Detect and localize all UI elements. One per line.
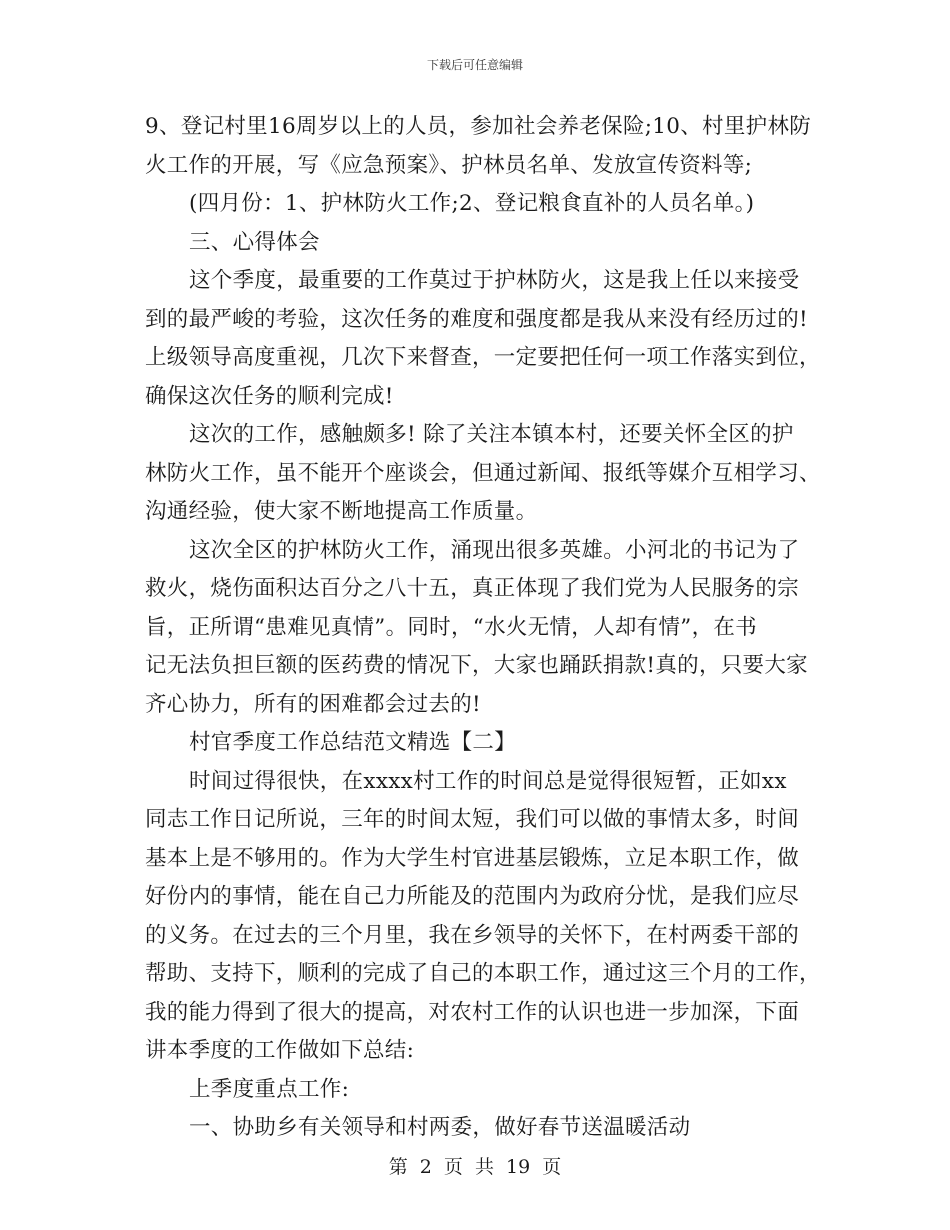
paragraph-start: 这次的工作，感触颇多! 除了关注本镇本村，还要关怀全区的护 xyxy=(189,422,794,447)
header-note: 下载后可任意编辑 xyxy=(426,58,523,72)
text-line: 帮助、支持下，顺利的完成了自己的本职工作，通过这三个月的工作， xyxy=(145,961,821,986)
paragraph-start: 这次全区的护林防火工作，涌现出很多英雄。小河北的书记为了 xyxy=(189,537,800,563)
page-number: 第 2 页 共 19 页 xyxy=(388,1156,562,1178)
text-line: 救火，烧伤面积达百分之八十五，真正体现了我们党为人民服务的宗 xyxy=(145,576,800,601)
text-line: 记无法负担巨额的医药费的情况下，大家也踊跃捐款!真的，只要大家 xyxy=(145,653,808,678)
section-title: 村官季度工作总结范文精选【二】 xyxy=(189,730,517,755)
text-line: 的义务。在过去的三个月里，我在乡领导的关怀下，在村两委干部的 xyxy=(145,922,800,948)
text-line: 火工作的开展，写《应急预案》、护林员名单、发放宣传资料等; xyxy=(145,152,753,178)
list-item: 一、协助乡有关领导和村两委，做好春节送温暖活动 xyxy=(189,1115,691,1140)
text-line: 我的能力得到了很大的提高，对农村工作的认识也进一步加深，下面 xyxy=(145,999,800,1025)
text-line: 同志工作日记所说，三年的时间太短，我们可以做的事情太多，时间 xyxy=(145,807,800,832)
text-line: 好份内的事情，能在自己力所能及的范围内为政府分忧，是我们应尽 xyxy=(145,884,800,909)
text-line: 到的最严峻的考验，这次任务的难度和强度都是我从来没有经历过的! xyxy=(145,306,808,332)
section-heading: 三、心得体会 xyxy=(189,229,320,255)
text-line: 沟通经验，使大家不断地提高工作质量。 xyxy=(145,499,538,524)
text-line: 基本上是不够用的。作为大学生村官进基层锻炼，立足本职工作，做 xyxy=(145,845,800,871)
text-line: 齐心协力，所有的困难都会过去的! xyxy=(145,691,481,717)
document-body xyxy=(145,108,821,1148)
text-line: (四月份：1、护林防火工作;2、登记粮食直补的人员名单。) xyxy=(189,191,755,216)
text-line: 旨，正所谓“患难见真情”。同时，“水火无情，人却有情”，在书 xyxy=(145,614,757,640)
paragraph-start: 这个季度，最重要的工作莫过于护林防火，这是我上任以来接受 xyxy=(189,268,800,293)
text-line: 讲本季度的工作做如下总结: xyxy=(145,1038,415,1063)
text-line: 确保这次任务的顺利完成! xyxy=(145,383,394,409)
text-line: 9、登记村里16周岁以上的人员，参加社会养老保险;10、村里护林防 xyxy=(145,114,812,139)
paragraph-start: 时间过得很快，在xxxx村工作的时间总是觉得很短暂，正如xx xyxy=(189,768,787,794)
subsection-heading: 上季度重点工作: xyxy=(189,1076,350,1102)
text-line: 林防火工作，虽不能开个座谈会，但通过新闻、报纸等媒介互相学习、 xyxy=(145,460,821,486)
text-line: 上级领导高度重视，几次下来督查，一定要把任何一项工作落实到位， xyxy=(145,345,821,370)
